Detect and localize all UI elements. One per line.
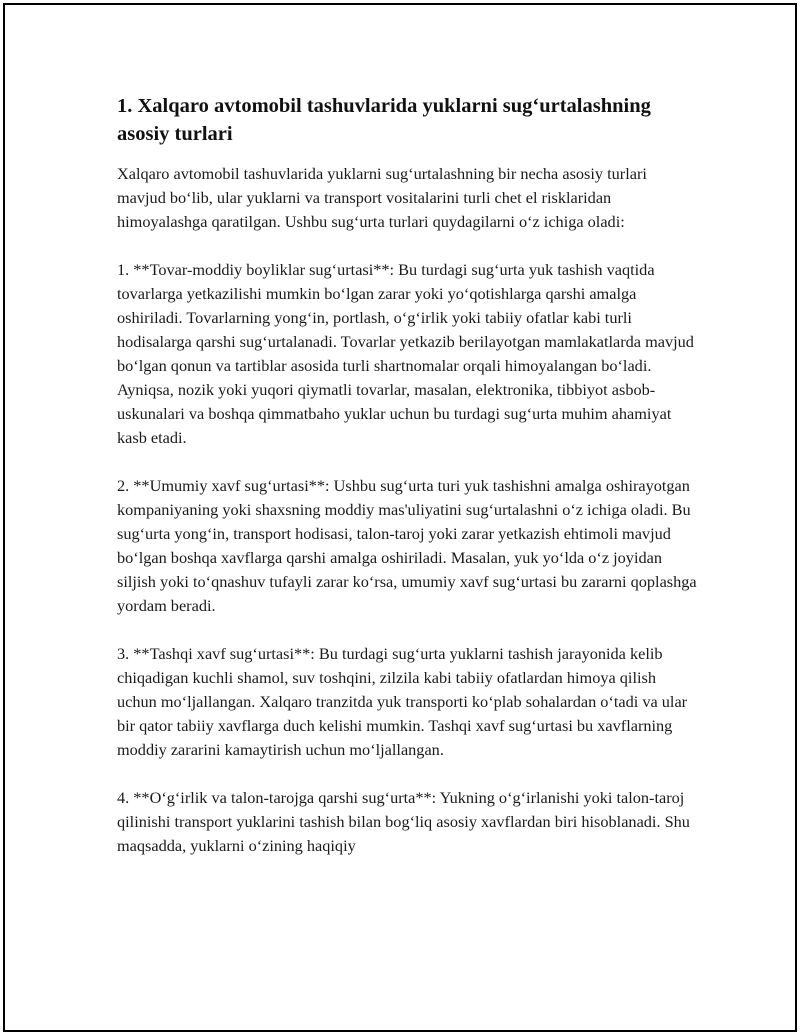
paragraph-cargo-insurance: 1. **Tovar-moddiy boyliklar sug‘urtasi**: Bu turdagi sug‘urta yuk tashish vaqtida tovarlarga yetkazilishi mumkin bo‘lgan zarar yoki yo‘qotishlarga qarshi amalga oshiriladi. Tovarlarning yong‘in, portlash, o‘g‘irlik yoki tabiiy ofatlar kabi turli hodisalarga qarshi sug‘urtalanadi. Tovarlar yetkazib berilayotgan mamlakatlarda mavjud bo‘lgan qonun va tartiblar asosida turli shartnomalar orqali himoyalangan bo‘ladi. Ayniqsa, nozik yoki yuqori qiymatli tovarlar, masalan, elektronika, tibbiyot asbob-uskunalari va boshqa qimmatbaho yuklar uchun bu turdagi sug‘urta muhim ahamiyat kasb etadi.: [117, 260, 694, 447]
paragraph-external-risk-insurance: 3. **Tashqi xavf sug‘urtasi**: Bu turdagi sug‘urta yuklarni tashish jarayonida kelib chiqadigan kuchli shamol, suv toshqini, zilzila kabi tabiiy ofatlardan himoya qilish uchun mo‘ljallangan. Xalqaro tranzitda yuk transporti ko‘plab sohalardan o‘tadi va ular bir qator tabiiy xavflarga duch kelishi mumkin. Tashqi xavf sug‘urtasi bu xavflarning moddiy zararini kamaytirish uchun mo‘ljallangan.: [117, 644, 688, 759]
document-body: [117, 92, 697, 882]
paragraph-general-risk-insurance: 2. **Umumiy xavf sug‘urtasi**: Ushbu sug‘urta turi yuk tashishni amalga oshirayotgan kompaniyaning yoki shaxsning moddiy mas'uliyatini sug‘urtalashni o‘z ichiga oladi. Bu sug‘urta yong‘in, transport hodisasi, talon-taroj yoki zarar yetkazish ehtimoli mavjud bo‘lgan boshqa xavflarga qarshi amalga oshiriladi. Masalan, yuk yo‘lda o‘z joyidan siljish yoki to‘qnashuv tufayli zarar ko‘rsa, umumiy xavf sug‘urtasi bu zararni qoplashga yordam beradi.: [117, 476, 697, 615]
section-heading: 1. Xalqaro avtomobil tashuvlarida yuklarni sug‘urtalashning asosiy turlari: [117, 95, 651, 145]
intro-paragraph: Xalqaro avtomobil tashuvlarida yuklarni sug‘urtalashning bir necha asosiy turlari mavjud bo‘lib, ular yuklarni va transport vositalarini turli chet el risklaridan himoyalashga qaratilgan. Ushbu sug‘urta turlari quydagilarni o‘z ichiga oladi:: [117, 164, 647, 231]
paragraph-theft-insurance: 4. **O‘g‘irlik va talon-tarojga qarshi sug‘urta**: Yukning o‘g‘irlanishi yoki talon-taroj qilinishi transport yuklarini tashish bilan bog‘liq asosiy xavflardan biri hisoblanadi. Shu maqsadda, yuklarni o‘zining haqiqiy: [117, 788, 690, 855]
